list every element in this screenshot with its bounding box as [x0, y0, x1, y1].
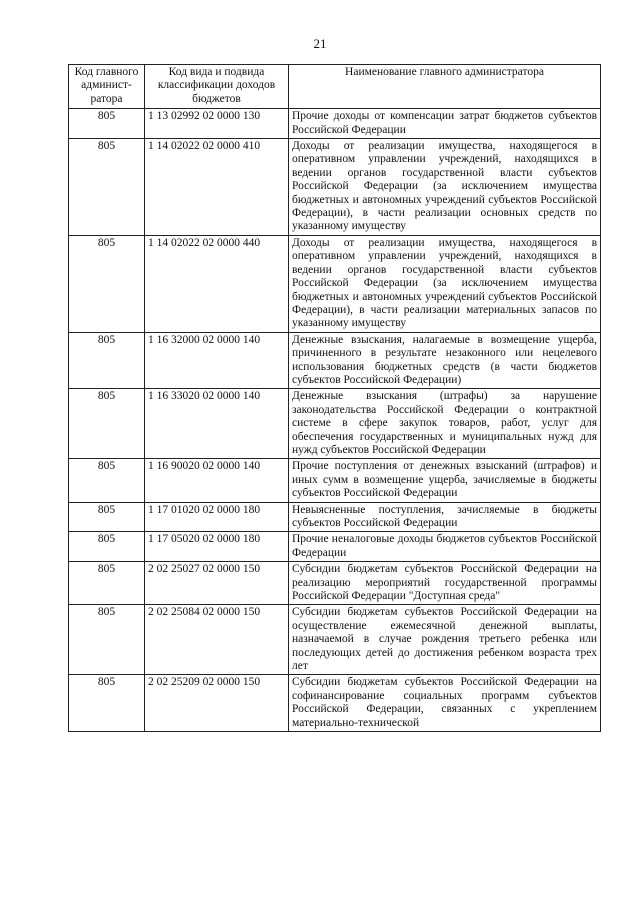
admin-code-cell: 805 [69, 562, 145, 605]
admin-code-cell: 805 [69, 332, 145, 389]
admin-name-cell: Прочие неналоговые доходы бюджетов субъектов Российской Федерации [289, 532, 601, 562]
table-row [69, 605, 601, 675]
admin-name-cell: Денежные взыскания (штрафы) за нарушение законодательства Российской Федерации о контрактной системе в сфере закупок товаров, работ, услуг для обеспечения государственных и муниципальных нужд для нужд субъектов Российской Федерации [289, 389, 601, 459]
table-row [69, 235, 601, 332]
table-row [69, 389, 601, 459]
classification-code-cell: 2 02 25209 02 0000 150 [145, 675, 289, 732]
admin-name-cell: Доходы от реализации имущества, находящегося в оперативном управлении учреждений, находящихся в ведении органов государственной власти субъектов Российской Федерации (за исключением имущества бюджетных и автономных учреждений субъектов Российской Федерации), в части реализации основных средств по указанному имуществу [289, 139, 601, 236]
admin-code-cell: 805 [69, 459, 145, 502]
table-row [69, 139, 601, 236]
table-row [69, 502, 601, 532]
admin-name-cell: Невыясненные поступления, зачисляемые в бюджеты субъектов Российской Федерации [289, 502, 601, 532]
classification-code-cell: 1 16 90020 02 0000 140 [145, 459, 289, 502]
classification-code-cell: 1 16 33020 02 0000 140 [145, 389, 289, 459]
classification-code-cell: 1 13 02992 02 0000 130 [145, 109, 289, 139]
classification-code-cell: 2 02 25084 02 0000 150 [145, 605, 289, 675]
classification-code-cell: 1 14 02022 02 0000 410 [145, 139, 289, 236]
table-row [69, 332, 601, 389]
admin-code-cell: 805 [69, 109, 145, 139]
header-admin-name: Наименование главного администратора [289, 65, 601, 109]
table-row [69, 109, 601, 139]
admin-code-cell: 805 [69, 502, 145, 532]
admin-name-cell: Доходы от реализации имущества, находящегося в оперативном управлении учреждений, находящихся в ведении органов государственной власти субъектов Российской Федерации (за исключением имущества бюджетных и автономных учреждений субъектов Российской Федерации), в части реализации материальных запасов по указанному имуществу [289, 235, 601, 332]
classification-code-cell: 2 02 25027 02 0000 150 [145, 562, 289, 605]
table-header-row [69, 65, 601, 109]
classification-code-cell: 1 17 01020 02 0000 180 [145, 502, 289, 532]
admin-code-cell: 805 [69, 532, 145, 562]
admin-name-cell: Прочие доходы от компенсации затрат бюджетов субъектов Российской Федерации [289, 109, 601, 139]
admin-code-cell: 805 [69, 675, 145, 732]
admin-name-cell: Субсидии бюджетам субъектов Российской Федерации на реализацию мероприятий государственной программы Российской Федерации "Доступная среда" [289, 562, 601, 605]
admin-name-cell: Денежные взыскания, налагаемые в возмещение ущерба, причиненного в результате незаконного или нецелевого использования бюджетных средств (в части бюджетов субъектов Российской Федерации) [289, 332, 601, 389]
admin-code-cell: 805 [69, 389, 145, 459]
admin-code-cell: 805 [69, 235, 145, 332]
admin-name-cell: Субсидии бюджетам субъектов Российской Федерации на осуществление ежемесячной денежной выплаты, назначаемой в случае рождения третьего ребенка или последующих детей до достижения ребенком возраста трех лет [289, 605, 601, 675]
table-row [69, 532, 601, 562]
admin-name-cell: Субсидии бюджетам субъектов Российской Федерации на софинансирование социальных программ субъектов Российской Федерации, связанных с укреплением материально-технической [289, 675, 601, 732]
classification-code-cell: 1 16 32000 02 0000 140 [145, 332, 289, 389]
admin-code-cell: 805 [69, 605, 145, 675]
classification-code-cell: 1 14 02022 02 0000 440 [145, 235, 289, 332]
header-admin-code: Код главного админист-ратора [69, 65, 145, 109]
admin-code-cell: 805 [69, 139, 145, 236]
header-classification-code: Код вида и подвида классификации доходов бюджетов [145, 65, 289, 109]
income-classification-table [68, 64, 601, 732]
table-row [69, 459, 601, 502]
admin-name-cell: Прочие поступления от денежных взысканий (штрафов) и иных сумм в возмещение ущерба, зачисляемые в бюджеты субъектов Российской Федерации [289, 459, 601, 502]
table-row [69, 675, 601, 732]
classification-code-cell: 1 17 05020 02 0000 180 [145, 532, 289, 562]
page-number: 21 [313, 36, 327, 51]
table-row [69, 562, 601, 605]
